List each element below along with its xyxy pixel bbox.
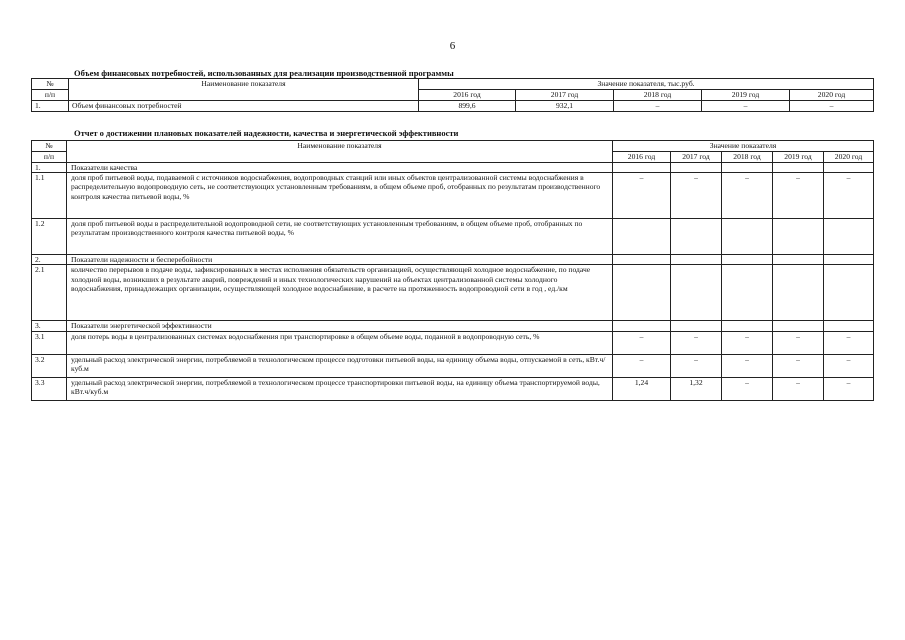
row-number: 3.3: [32, 377, 67, 400]
col-num-header-2: п/п: [32, 90, 69, 101]
year-header: 2018 год: [722, 152, 773, 163]
table-row: [32, 173, 874, 219]
row-number: 1.: [32, 163, 67, 173]
row-value: [671, 219, 722, 255]
col-name-header: Наименование показателя: [67, 141, 613, 163]
performance-indicators-table: [31, 140, 874, 401]
row-value: [824, 265, 874, 321]
page-number: 6: [449, 40, 456, 52]
row-name: удельный расход электрической энергии, потребляемой в технологическом процессе транспортировки питьевой воды, на единицу объема транспортируемой воды, кВт.ч/куб.м: [67, 377, 613, 400]
row-number: 2.1: [32, 265, 67, 321]
row-value: –: [722, 354, 773, 377]
row-value: –: [671, 173, 722, 219]
section-title: Показатели качества: [67, 163, 613, 173]
row-value: –: [702, 101, 790, 112]
section-title: Показатели надежности и бесперебойности: [67, 255, 613, 265]
row-value: –: [773, 377, 824, 400]
year-header: 2020 год: [790, 90, 874, 101]
section-row: [32, 321, 874, 331]
financial-needs-table: [31, 78, 874, 112]
row-value: –: [790, 101, 874, 112]
row-value: [722, 219, 773, 255]
row-value: –: [614, 101, 702, 112]
row-value: –: [824, 331, 874, 354]
row-value: –: [722, 173, 773, 219]
col-num-header: №: [32, 141, 67, 152]
year-header: 2020 год: [824, 152, 874, 163]
col-num-header-2: п/п: [32, 152, 67, 163]
col-value-group-header: Значение показателя: [613, 141, 874, 152]
row-value: –: [824, 173, 874, 219]
row-value: –: [824, 377, 874, 400]
row-value: –: [824, 354, 874, 377]
col-name-header: Наименование показателя: [69, 79, 419, 101]
row-number: 3.2: [32, 354, 67, 377]
row-value: 932,1: [516, 101, 614, 112]
row-name: доля потерь воды в централизованных системах водоснабжения при транспортировке в общем объеме воды, поданной в водопроводную сеть, %: [67, 331, 613, 354]
table-row: [32, 331, 874, 354]
row-value: [613, 265, 671, 321]
row-value: [773, 219, 824, 255]
year-header: 2019 год: [773, 152, 824, 163]
row-value: –: [613, 354, 671, 377]
row-number: 1.: [32, 101, 69, 112]
row-value: –: [671, 331, 722, 354]
year-header: 2017 год: [671, 152, 722, 163]
row-value: [773, 265, 824, 321]
table-row: [32, 101, 874, 112]
table-row: [32, 377, 874, 400]
row-value: 1,24: [613, 377, 671, 400]
row-name: Объем финансовых потребностей: [69, 101, 419, 112]
row-name: удельный расход электрической энергии, потребляемой в технологическом процессе подготовки питьевой воды, на единицу объема воды, отпускаемой в сеть, кВт.ч/куб.м: [67, 354, 613, 377]
row-number: 2.: [32, 255, 67, 265]
row-value: [824, 219, 874, 255]
row-number: 1.1: [32, 173, 67, 219]
year-header: 2018 год: [614, 90, 702, 101]
col-value-group-header: Значение показателя, тыс.руб.: [419, 79, 874, 90]
row-value: –: [722, 331, 773, 354]
table-row: [32, 354, 874, 377]
row-number: 3.: [32, 321, 67, 331]
row-value: –: [613, 173, 671, 219]
year-header: 2019 год: [702, 90, 790, 101]
row-value: [613, 219, 671, 255]
year-header: 2016 год: [613, 152, 671, 163]
row-value: –: [671, 354, 722, 377]
col-num-header: №: [32, 79, 69, 90]
table2-title: Отчет о достижении плановых показателей надежности, качества и энергетической эффективности: [74, 128, 459, 138]
row-value: –: [773, 354, 824, 377]
table-row: [32, 219, 874, 255]
year-header: 2016 год: [419, 90, 516, 101]
row-number: 1.2: [32, 219, 67, 255]
row-value: –: [773, 331, 824, 354]
row-name: доля проб питьевой воды, подаваемой с источников водоснабжения, водопроводных станций или иных объектов централизованной системы водоснабжения в распределительную водопроводную сеть, не соответствующих установленным требованиям, в общем объеме проб, отобранных по результатам производственного контроля качества питьевой воды, %: [67, 173, 613, 219]
row-value: 1,32: [671, 377, 722, 400]
table1-title: Объем финансовых потребностей, использованных для реализации производственной программы: [74, 68, 454, 78]
row-number: 3.1: [32, 331, 67, 354]
row-value: –: [722, 377, 773, 400]
section-row: [32, 163, 874, 173]
row-value: [671, 265, 722, 321]
row-value: –: [613, 331, 671, 354]
row-name: количество перерывов в подаче воды, зафиксированных в местах исполнения обязательств организацией, осуществляющей холодное водоснабжение, по подаче холодной воды, возникших в результате аварий, повреждений и иных технологических нарушений на объектах централизованной системы холодного водоснабжения, принадлежащих организации, осуществляющей холодное водоснабжение, в расчете на протяженность водопроводной сети в год , ед./км: [67, 265, 613, 321]
row-value: 899,6: [419, 101, 516, 112]
year-header: 2017 год: [516, 90, 614, 101]
section-title: Показатели энергетической эффективности: [67, 321, 613, 331]
table-row: [32, 265, 874, 321]
row-name: доля проб питьевой воды в распределительной водопроводной сети, не соответствующих установленным требованиям, в общем объеме проб, отобранных по результатам производственного контроля качества питьевой воды, %: [67, 219, 613, 255]
row-value: –: [773, 173, 824, 219]
row-value: [722, 265, 773, 321]
section-row: [32, 255, 874, 265]
